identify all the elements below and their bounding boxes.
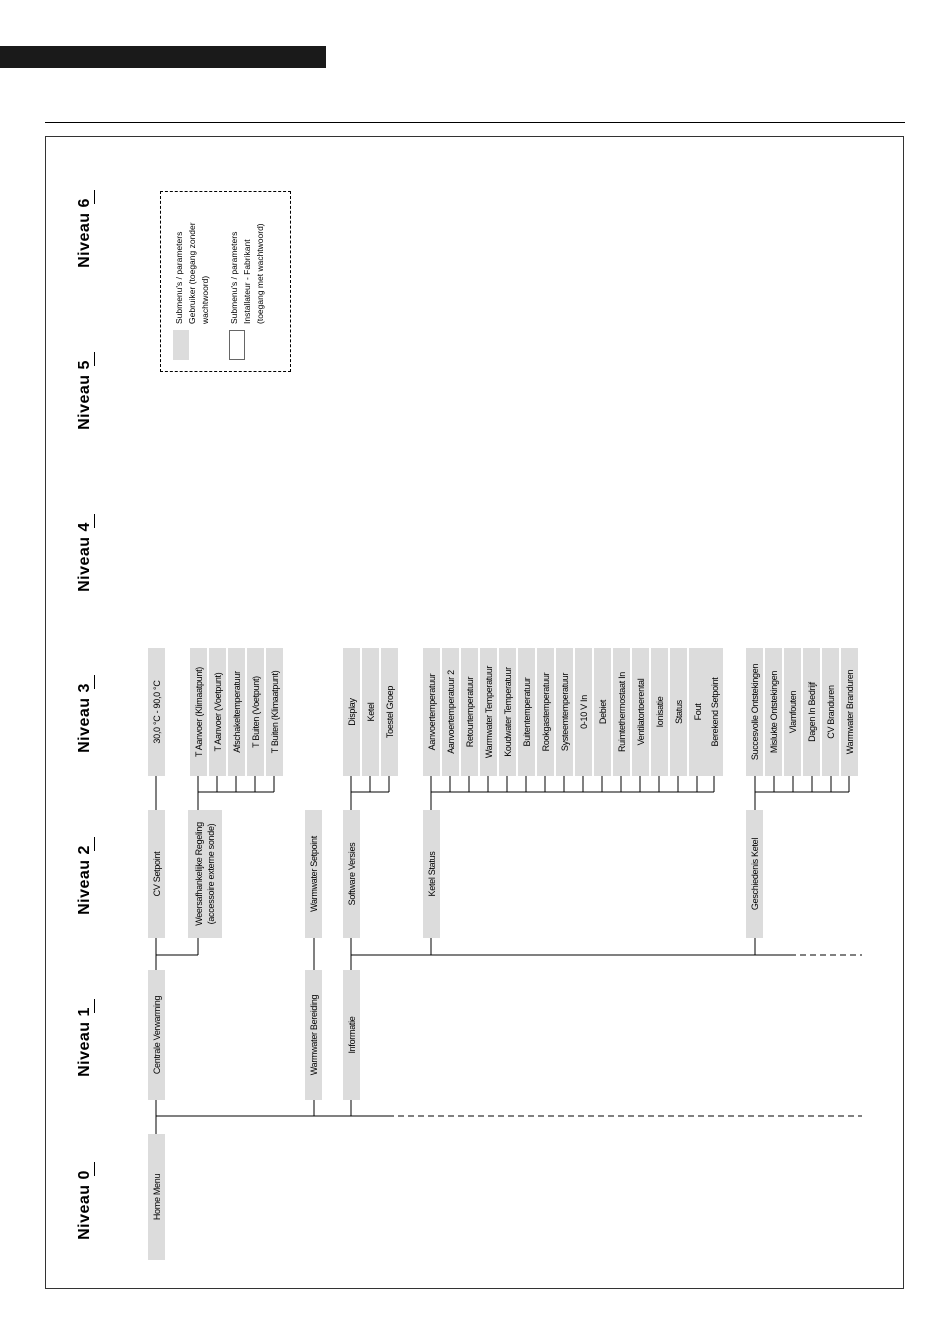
status-item-node	[423, 648, 440, 776]
status-item-node	[537, 648, 554, 776]
software-item-label: Ketel	[365, 702, 376, 722]
history-item-label: Dagen In Bedrijf	[806, 682, 817, 742]
weers-item-label: Afschakeltemperatuur	[231, 671, 242, 753]
cv-range-label: 30,0 °C - 90,0 °C	[151, 680, 162, 744]
level-0-label: Niveau 0	[76, 1170, 93, 1240]
geschiedenis-ketel-label: Geschiedenis Ketel	[749, 837, 760, 911]
level-6-label: Niveau 6	[76, 198, 93, 268]
status-item-node	[575, 648, 592, 776]
status-item-label: Status	[673, 700, 684, 724]
ketel-status-node	[423, 810, 440, 938]
legend-installer-line3: (toegang met wachtwoord)	[255, 223, 265, 324]
software-item-node	[362, 648, 379, 776]
warmwater-bereiding-node	[305, 970, 322, 1100]
weers-line2: (accessoire externe sonde)	[206, 823, 216, 925]
history-item-node	[765, 648, 782, 776]
status-item-label: Aanvoertemperatuur 2	[445, 670, 456, 754]
weers-item-label: T Aanvoer (Voetpunt)	[212, 672, 223, 752]
cv-setpoint-label: CV Setpoint	[151, 851, 162, 897]
centrale-verwarming-label: Centrale Verwarming	[151, 995, 162, 1075]
history-item-node	[803, 648, 820, 776]
weers-item-label: T Buiten (Voetpunt)	[250, 676, 261, 748]
software-item-label: Toestel Groep	[384, 685, 395, 739]
status-item-node	[613, 648, 630, 776]
history-item-node	[784, 648, 801, 776]
history-item-label: CV Branduren	[825, 685, 836, 739]
status-item-label: 0-10 V In	[578, 695, 589, 729]
cv-range-node	[148, 648, 165, 776]
weers-item-node	[209, 648, 226, 776]
level-4-label: Niveau 4	[76, 522, 93, 592]
weers-line1: Weersafhankelijke Regeling	[194, 822, 204, 926]
status-item-node	[556, 648, 573, 776]
warmwater-setpoint-label: Warmwater Setpoint	[308, 836, 319, 912]
status-item-label: Aanvoertemperatuur	[426, 673, 437, 751]
software-item-node	[343, 648, 360, 776]
history-item-node	[841, 648, 858, 776]
weers-item-node	[247, 648, 264, 776]
history-item-label: Vlamfouten	[787, 690, 798, 734]
status-item-label: Berekend Setpoint	[709, 677, 720, 747]
informatie-label: Informatie	[346, 1016, 357, 1054]
status-item-node	[670, 648, 687, 776]
weers-item-node	[228, 648, 245, 776]
warmwater-bereiding-label: Warmwater Bereiding	[308, 994, 319, 1076]
weers-item-node	[190, 648, 207, 776]
history-item-label: Succesvolle Ontstekingen	[749, 663, 760, 761]
ketel-status-label: Ketel Status	[426, 851, 437, 897]
home-menu-label: Home Menu	[151, 1173, 162, 1221]
status-item-node	[594, 648, 611, 776]
history-item-node	[822, 648, 839, 776]
status-item-node	[518, 648, 535, 776]
cv-setpoint-node	[148, 810, 165, 938]
legend-user-line3: wachtwoord)	[200, 275, 210, 324]
status-item-node	[706, 648, 723, 776]
status-item-node	[442, 648, 459, 776]
legend-installer-line2: Installateur - Fabrikant	[242, 239, 252, 324]
status-item-label: Ventilatortoerental	[635, 678, 646, 746]
status-item-node	[632, 648, 649, 776]
legend-user-line1: Submenu's / parameters	[174, 231, 184, 324]
level-1-label: Niveau 1	[76, 1007, 93, 1077]
informatie-node	[343, 970, 360, 1100]
status-item-node	[461, 648, 478, 776]
weersafhankelijke-regeling-node	[188, 810, 222, 938]
legend-installer-line1: Submenu's / parameters	[229, 231, 239, 324]
history-item-label: Mislukte Ontstekingen	[768, 670, 779, 754]
level-5-label: Niveau 5	[76, 360, 93, 430]
level-2-label: Niveau 2	[76, 845, 93, 915]
weers-item-label: T Aanvoer (Klimaatpunt)	[193, 667, 204, 757]
status-item-label: Ionisatie	[654, 696, 665, 728]
status-item-label: Retourtemperatuur	[464, 676, 475, 748]
software-item-node	[381, 648, 398, 776]
software-versies-node	[343, 810, 360, 938]
weersafhankelijke-regeling-label	[193, 822, 217, 926]
history-item-label: Warmwater Branduren	[844, 669, 855, 755]
status-item-label: Buitentemperatuur	[521, 677, 532, 747]
status-item-node	[651, 648, 668, 776]
software-item-label: Display	[346, 698, 357, 726]
geschiedenis-ketel-node	[746, 810, 763, 938]
status-item-label: Ruimtethermostaat In	[616, 671, 627, 753]
status-item-label: Rookgastemperatuur	[540, 672, 551, 752]
status-item-label: Debiet	[597, 699, 608, 725]
status-item-node	[480, 648, 497, 776]
status-item-node	[499, 648, 516, 776]
home-menu-node	[148, 1134, 165, 1260]
status-item-label: Fout	[692, 703, 703, 721]
weers-item-node	[266, 648, 283, 776]
status-item-node	[689, 648, 706, 776]
warmwater-setpoint-node	[305, 810, 322, 938]
status-item-label: Koudwater Temperatuur	[502, 667, 513, 757]
software-versies-label: Software Versies	[346, 842, 357, 906]
legend-user-line2: Gebruiker (toegang zonder	[187, 222, 197, 324]
centrale-verwarming-node	[148, 970, 165, 1100]
status-item-label: Warmwater Temperatuur	[483, 665, 494, 759]
status-item-label: Systeemtemperatuur	[559, 672, 570, 752]
level-3-label: Niveau 3	[76, 683, 93, 753]
history-item-node	[746, 648, 763, 776]
weers-item-label: T Buiten (Klimaatpunt)	[269, 670, 280, 754]
